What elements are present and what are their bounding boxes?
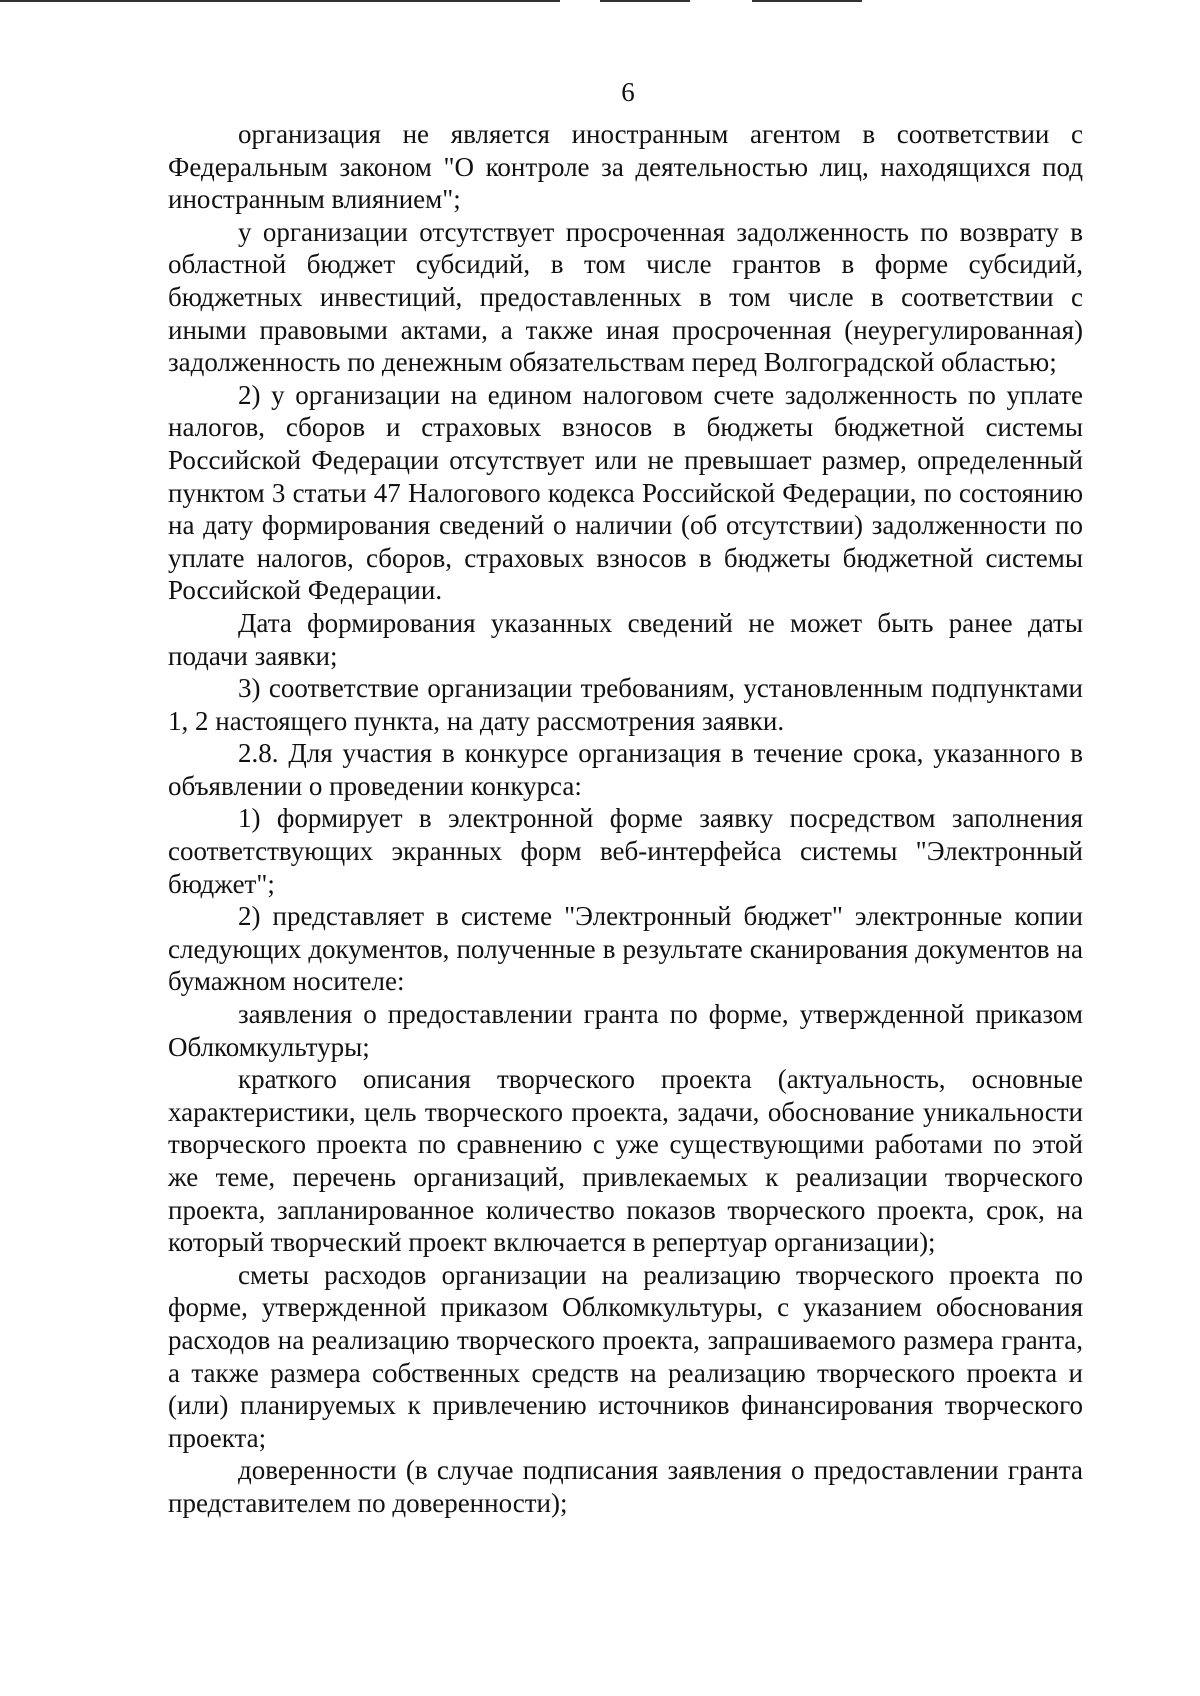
paragraph: 2) представляет в системе "Электронный бюджет" электронные копии следующих документов, полученные в результате сканирования документов на бумажном носителе: [168,901,1083,997]
paragraph: Дата формирования указанных сведений не может быть ранее даты подачи заявки; [168,607,1083,671]
paragraph: 3) соответствие организации требованиям, установленным подпунктами 1, 2 настоящего пункта, на дату рассмотрения заявки. [168,673,1083,736]
paragraph: 2) у организации на едином налоговом счете задолженность по уплате налогов, сборов и страховых взносов в бюджеты бюджетной системы Российской Федерации отсутствует или не превышает размер, определенный пунктом 3 статьи 47 Налогового кодекса Российской Федерации, по состоянию на дату формирования сведений о наличии (об отсутствии) задолженности по уплате налогов, сборов, страховых взносов в бюджеты бюджетной системы Российской Федерации. [168,379,1083,606]
paragraph: заявления о предоставлении гранта по форме, утвержденной приказом Облкомкультуры; [168,999,1083,1062]
paragraph: у организации отсутствует просроченная задолженность по возврату в областной бюджет субсидий, в том числе грантов в форме субсидий, бюджетных инвестиций, предоставленных в том числе в соответствии с иными правовыми актами, а также иная просроченная (неурегулированная) задолженность по денежным обязательствам перед Волгоградской областью; [168,216,1083,378]
scan-top-edge-line [752,0,862,2]
paragraph: 1) формирует в электронной форме заявку посредством заполнения соответствующих экранных форм веб-интерфейса системы "Электронный бюджет"; [168,803,1083,899]
document-body [168,118,1083,1520]
paragraph: организация не является иностранным агентом в соответствии с Федеральным законом "О контроле за деятельностью лиц, находящихся под иностранным влиянием"; [168,119,1083,215]
scan-top-edge-line [600,0,690,2]
paragraph: 2.8. Для участия в конкурсе организация в течение срока, указанного в объявлении о проведении конкурса: [168,738,1083,801]
paragraph: краткого описания творческого проекта (актуальность, основные характеристики, цель творческого проекта, задачи, обоснование уникальности творческого проекта по сравнению с уже существующими работами по этой же теме, перечень организаций, привлекаемых к реализации творческого проекта, запланированное количество показов творческого проекта, срок, на который творческий проект включается в репертуар организации); [168,1064,1083,1258]
paragraph: сметы расходов организации на реализацию творческого проекта по форме, утвержденной приказом Облкомкультуры, с указанием обоснования расходов на реализацию творческого проекта, запрашиваемого размера гранта, а также размера собственных средств на реализацию творческого проекта и (или) планируемых к привлечению источников финансирования творческого проекта; [168,1259,1083,1453]
scan-top-edge-line [0,0,560,2]
page-number: 6 [621,77,635,107]
paragraph: доверенности (в случае подписания заявления о предоставлении гранта представителем по доверенности); [168,1455,1083,1518]
